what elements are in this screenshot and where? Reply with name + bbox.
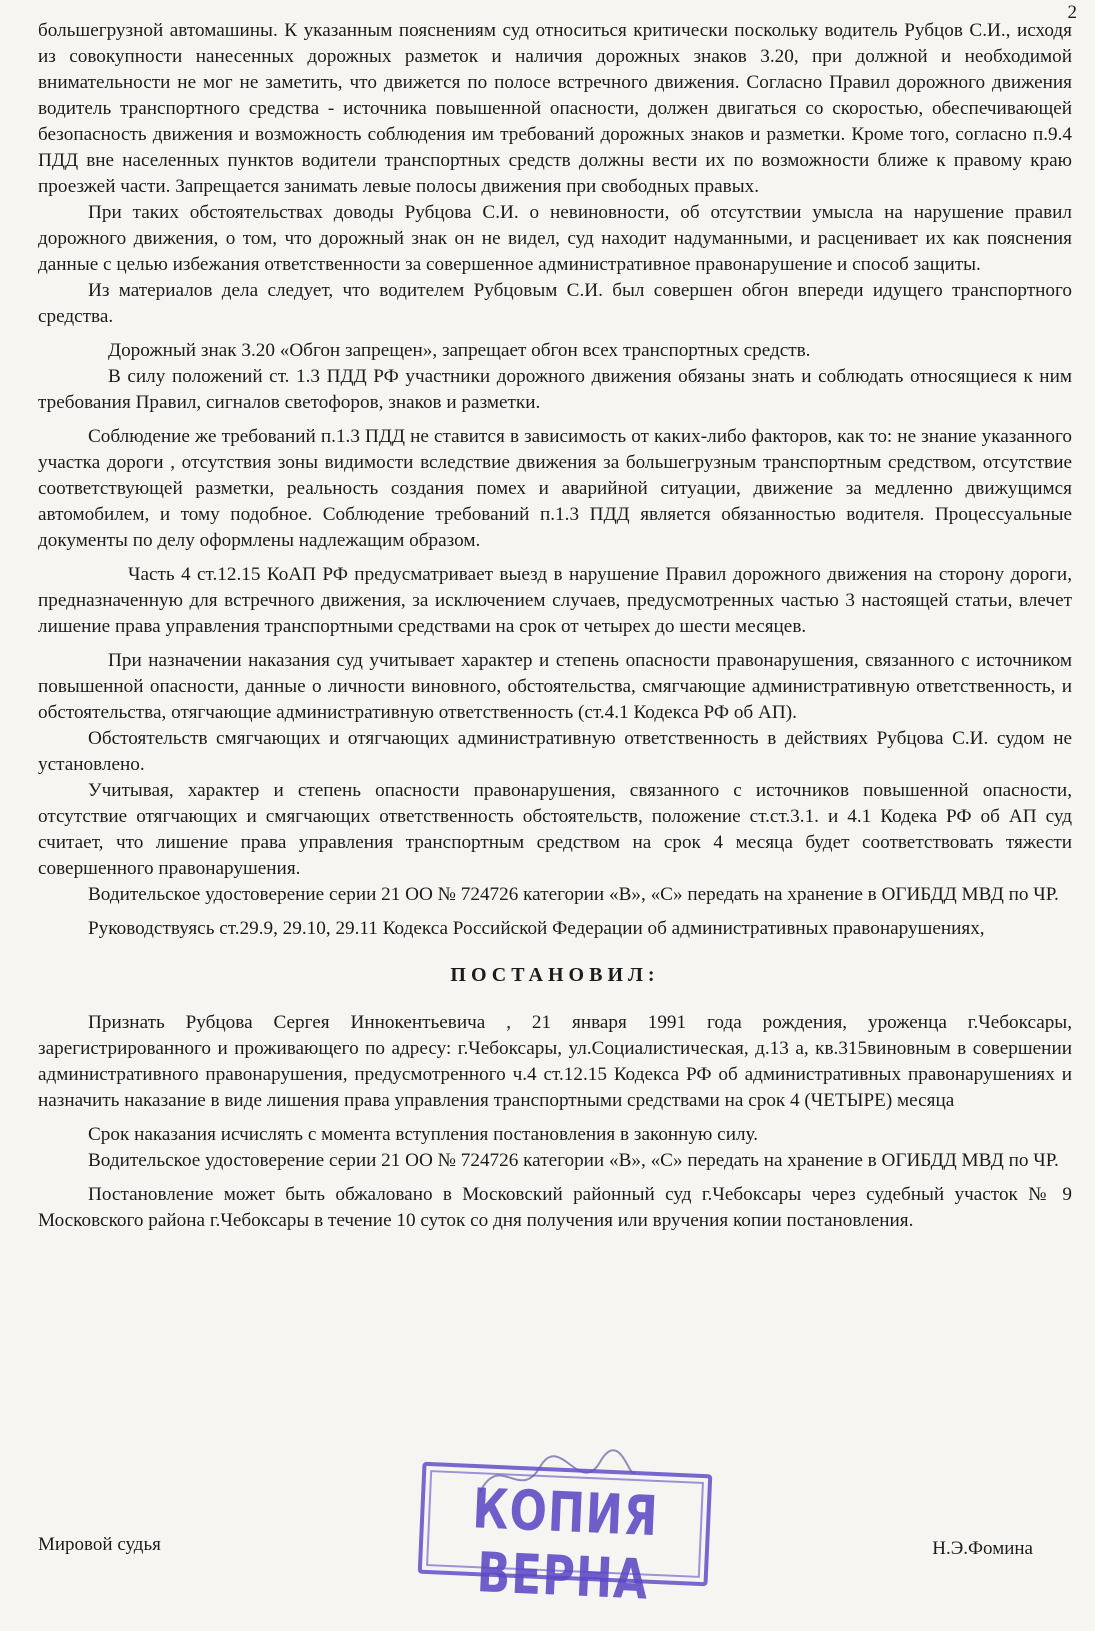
ruling-paragraph: Водительское удостоверение серии 21 ОО № 724726 категории «В», «С» передать на хранение в ОГИБДД МВД по ЧР. [88, 1150, 1059, 1171]
judge-name: Н.Э.Фомина [932, 1538, 1033, 1559]
paragraph: Руководствуясь ст.29.9, 29.10, 29.11 Кодекса Российской Федерации об административных правонарушениях, [88, 918, 985, 939]
paragraph: При таких обстоятельствах доводы Рубцова С.И. о невиновности, об отсутствии умысла на нарушение правил дорожного движения, о том, что дорожный знак он не видел, суд находит надуманными, и расценивает их как пояснения данные с целью избежания ответственности за совершенное административное правонарушение и способ защиты. [38, 202, 1072, 275]
paragraph: Водительское удостоверение серии 21 ОО № 724726 категории «В», «С» передать на хранение в ОГИБДД МВД по ЧР. [88, 884, 1059, 905]
paragraph: Часть 4 ст.12.15 КоАП РФ предусматривает выезд в нарушение Правил дорожного движения на сторону дороги, предназначенную для встречного движения, за исключением случаев, предусмотренных частью 3 настоящей статьи, влечет лишение права управления транспортными средствами на срок от четырех до шести месяцев. [38, 564, 1072, 637]
paragraph: Дорожный знак 3.20 «Обгон запрещен», запрещает обгон всех транспортных средств. [108, 340, 811, 361]
paragraph: Учитывая, характер и степень опасности правонарушения, связанного с источников повышенной опасности, отсутствие отягчающих и смягчающих ответственность обстоятельств, положение ст.ст.3.1. и 4.1 Кодека РФ об АП суд считает, что лишение права управления транспортным средством на срок 4 месяца будет соответствовать тяжести совершенного правонарушения. [38, 780, 1072, 879]
copy-certified-stamp [418, 1462, 713, 1613]
page-number: 2 [1067, 2, 1077, 23]
judge-label: Мировой судья [38, 1534, 161, 1555]
stamp-text: КОПИЯ ВЕРНА [471, 1477, 660, 1613]
ruling-paragraph: Постановление может быть обжаловано в Московский районный суд г.Чебоксары через судебный участок № 9 Московского района г.Чебоксары в течение 10 суток со дня получения или вручения копии постановления. [38, 1184, 1072, 1231]
paragraph: Соблюдение же требований п.1.3 ПДД не ставится в зависимость от каких-либо факторов, как то: не знание указанного участка дороги , отсутствия зоны видимости вследствие движения за большегрузным транспортным средством, отсутствие соответствующей разметки, реальность создания помех и аварийной ситуации, движение за медленно движущимся автомобилем, и тому подобное. Соблюдение требований п.1.3 ПДД является обязанностью водителя. Процессуальные документы по делу оформлены надлежащим образом. [38, 426, 1072, 551]
ruling-paragraph: Признать Рубцова Сергея Иннокентьевича , 21 января 1991 года рождения, уроженца г.Чебоксары, зарегистрированного и проживающего по адресу: г.Чебоксары, ул.Социалистическая, д.13 а, кв.315виновным в совершении административного правонарушения, предусмотренного ч.4 ст.12.15 Кодекса РФ об административных правонарушениях и назначить наказание в виде лишения права управления транспортными средствами на срок 4 (ЧЕТЫРЕ) месяца [38, 1012, 1072, 1111]
paragraph: большегрузной автомашины. К указанным пояснениям суд относиться критически поскольку водитель Рубцов С.И., исходя из совокупности нанесенных дорожных разметок и наличия дорожных знаков 3.20, при должной и необходимой внимательности не мог не заметить, что движется по полосе встречного движения. Согласно Правил дорожного движения водитель транспортного средства - источника повышенной опасности, должен двигаться со скоростью, обеспечивающей безопасность движения и возможность соблюдения им требований дорожных знаков и разметки. Кроме того, согласно п.9.4 ПДД вне населенных пунктов водители транспортных средств должны вести их по возможности ближе к правому краю проезжей части. Запрещается занимать левые полосы движения при свободных правых. [38, 20, 1072, 197]
paragraph: В силу положений ст. 1.3 ПДД РФ участники дорожного движения обязаны знать и соблюдать относящиеся к ним требования Правил, сигналов светофоров, знаков и разметки. [38, 366, 1072, 413]
ruling-heading: ПОСТАНОВИЛ: [450, 964, 660, 986]
paragraph: Из материалов дела следует, что водителем Рубцовым С.И. был совершен обгон впереди идущего транспортного средства. [38, 280, 1072, 327]
document-body [38, 18, 1072, 1234]
ruling-paragraph: Срок наказания исчислять с момента вступления постановления в законную силу. [88, 1124, 759, 1145]
paragraph: При назначении наказания суд учитывает характер и степень опасности правонарушения, связанного с источником повышенной опасности, данные о личности виновного, обстоятельства, смягчающие административную ответственность, и обстоятельства, отягчающие административную ответственность (ст.4.1 Кодекса РФ об АП). [38, 650, 1072, 723]
paragraph: Обстоятельств смягчающих и отягчающих административную ответственность в действиях Рубцова С.И. судом не установлено. [38, 728, 1072, 775]
